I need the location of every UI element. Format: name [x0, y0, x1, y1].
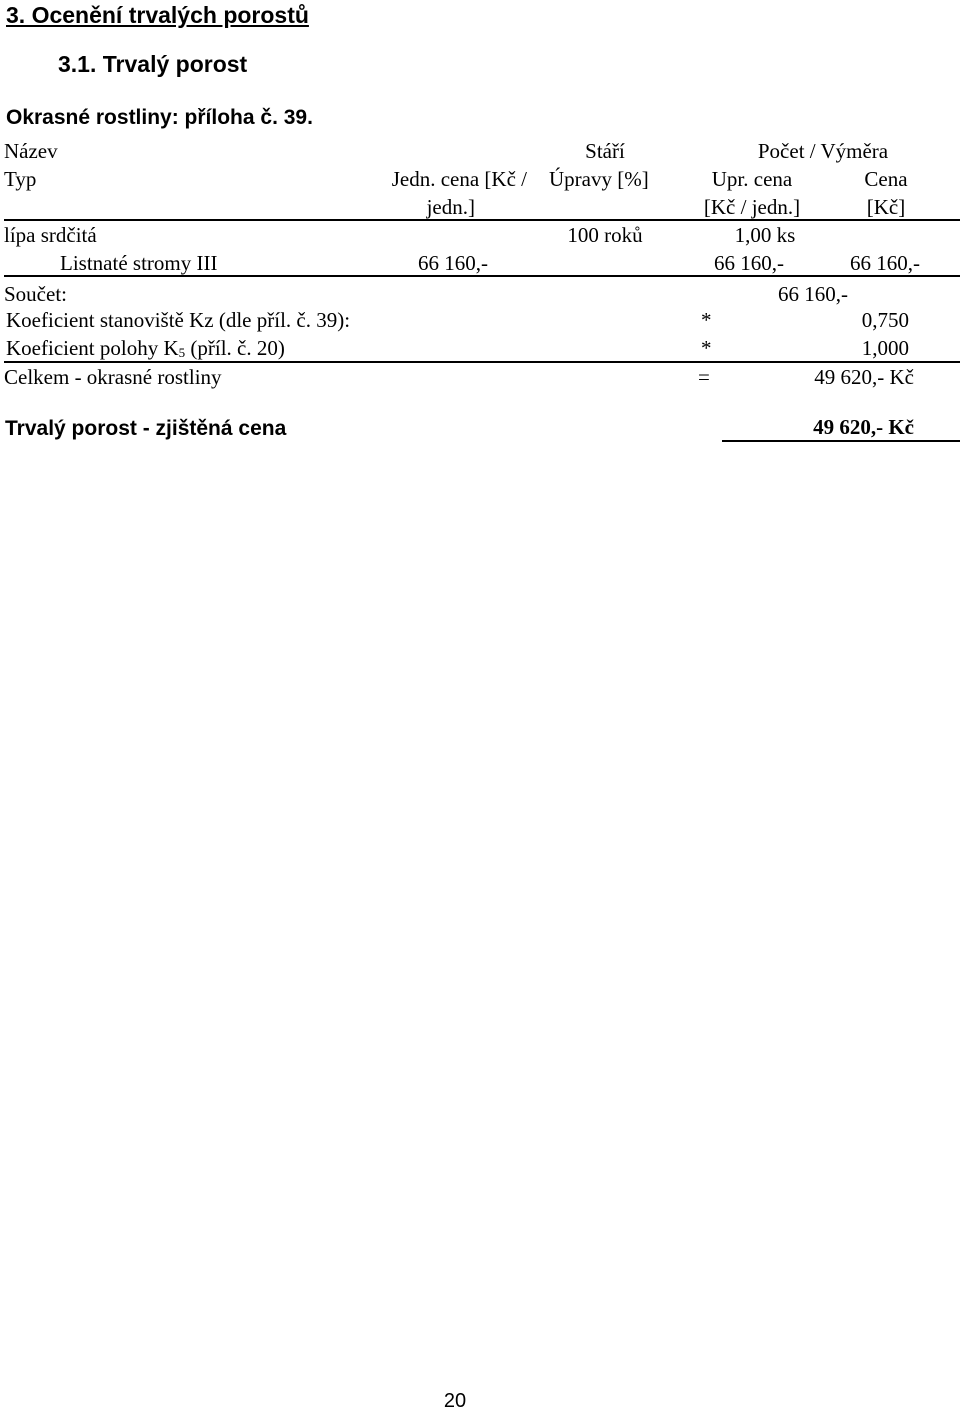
- k5-label: [6, 336, 285, 361]
- page-subheading: 3.1. Trvalý porost: [58, 51, 248, 77]
- total-value: 49 620,- Kč: [814, 365, 914, 389]
- page-heading: 3. Ocenění trvalých porostů: [6, 2, 309, 28]
- final-value: 49 620,- Kč: [813, 415, 914, 439]
- section-title: Okrasné rostliny: příloha č. 39.: [6, 106, 313, 129]
- header-price-2: [Kč]: [866, 195, 906, 219]
- row-age: 100 roků: [567, 223, 643, 247]
- final-underline: [722, 440, 960, 442]
- header-adjustments: Úpravy [%]: [549, 167, 649, 191]
- header-age: Stáří: [585, 139, 625, 163]
- kz-label: Koeficient stanoviště Kz (dle příl. č. 39):: [6, 308, 351, 332]
- row-unit-price: 66 160,-: [418, 251, 488, 275]
- k5-label-post: (příl. č. 20): [185, 336, 285, 360]
- k5-label-pre: Koeficient polohy K: [6, 336, 179, 360]
- sum-label: Součet:: [4, 282, 67, 306]
- header-adj-price-2: [Kč / jedn.]: [703, 195, 801, 219]
- kz-value: 0,750: [861, 308, 909, 332]
- final-label: Trvalý porost - zjištěná cena: [5, 417, 287, 440]
- header-adj-price-1: Upr. cena: [711, 167, 793, 191]
- sum-value: 66 160,-: [778, 282, 848, 306]
- k5-operator: *: [701, 336, 712, 360]
- header-price-1: Cena: [864, 167, 908, 191]
- row-rule: [4, 275, 960, 277]
- header-count-area: Počet / Výměra: [757, 139, 889, 163]
- page-number: 20: [443, 1390, 467, 1412]
- summary-rule: [4, 361, 960, 363]
- k5-subscript: 5: [178, 345, 186, 360]
- kz-operator: *: [701, 308, 712, 332]
- header-type: Typ: [4, 167, 37, 191]
- row-price: 66 160,-: [850, 251, 920, 275]
- header-name: Název: [4, 139, 58, 163]
- row-type: Listnaté stromy III: [60, 251, 218, 275]
- header-unit-price-2: jedn.]: [426, 195, 475, 219]
- total-operator: =: [698, 365, 710, 389]
- total-label: Celkem - okrasné rostliny: [4, 365, 222, 389]
- row-name: lípa srdčitá: [4, 223, 97, 247]
- header-rule: [4, 219, 960, 221]
- row-adj-price: 66 160,-: [714, 251, 784, 275]
- header-unit-price-1: Jedn. cena [Kč /: [391, 167, 527, 191]
- k5-value: 1,000: [861, 336, 909, 360]
- row-count: 1,00 ks: [734, 223, 796, 247]
